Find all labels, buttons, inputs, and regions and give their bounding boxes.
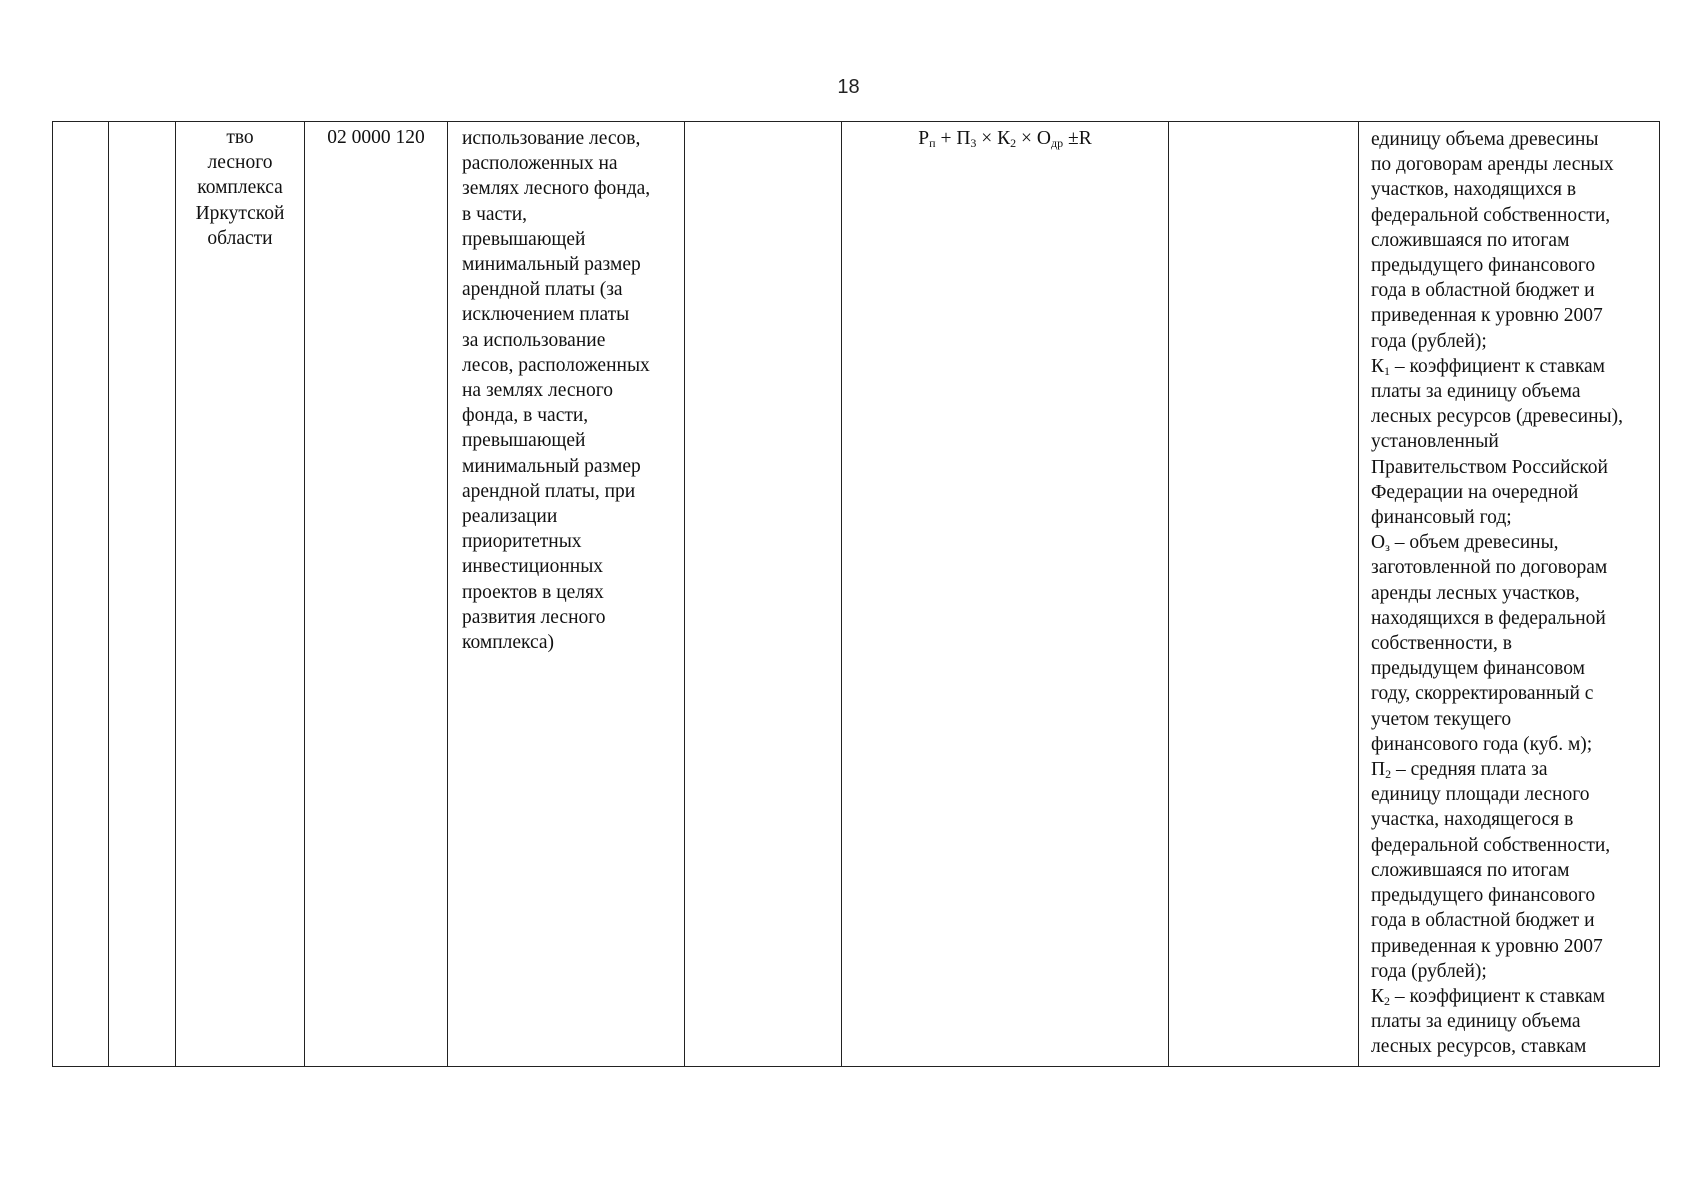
cell-line: арендной платы, при	[462, 480, 636, 502]
formula-subscript: п	[929, 136, 936, 150]
cell-line: приоритетных	[462, 531, 582, 553]
budget-code: 02 0000 120	[327, 127, 425, 148]
variable-symbol: К	[1371, 985, 1385, 1007]
line-text: федеральной собственности,	[1371, 204, 1611, 226]
cell-line: Иркутской	[195, 202, 285, 224]
cell-line	[1371, 707, 1657, 732]
variable-subscript: 2	[1384, 993, 1391, 1008]
line-text: находящихся в федеральной	[1371, 607, 1606, 629]
formula-part: П	[956, 128, 971, 149]
cell-line	[1371, 606, 1657, 631]
line-text: году, скорректированный с	[1371, 683, 1594, 705]
cell-line	[1371, 404, 1657, 429]
table-cell-description	[1358, 122, 1661, 1066]
cell-line: исключением платы	[462, 304, 630, 326]
page-number: 18	[837, 76, 860, 98]
cell-line: комплекса	[197, 177, 283, 199]
line-text: единицу объема древесины	[1371, 129, 1599, 150]
cell-line: комплекса)	[462, 632, 555, 654]
cell-line: превышающей	[462, 430, 586, 452]
cell-line: превышающей	[462, 228, 586, 250]
line-text: года в областной бюджет и	[1371, 910, 1595, 932]
cell-line: инвестиционных	[462, 556, 604, 578]
cell-line	[1371, 480, 1657, 505]
cell-line: расположенных на	[462, 153, 618, 175]
cell-line	[1371, 203, 1657, 228]
line-text: платы за единицу объема	[1371, 1011, 1581, 1033]
line-text: учетом текущего	[1371, 708, 1512, 730]
cell-line	[1371, 1034, 1657, 1059]
formula-subscript: 2	[1010, 136, 1017, 150]
line-text: предыдущем финансовом	[1371, 658, 1585, 680]
line-text: платы за единицу объема	[1371, 381, 1581, 403]
line-text: приведенная к уровню 2007	[1371, 305, 1603, 327]
cell-line	[1371, 228, 1657, 253]
table-cell-code	[304, 122, 447, 1066]
formula-subscript: др	[1051, 136, 1064, 150]
budget-table	[52, 121, 1660, 1067]
cell-line	[1371, 656, 1657, 681]
line-text: заготовленной по договорам	[1371, 557, 1608, 579]
line-text: предыдущего финансового	[1371, 885, 1596, 907]
line-text: – коэффициент к ставкам	[1390, 355, 1605, 377]
cell-line: лесов, расположенных	[462, 354, 650, 376]
cell-line	[1371, 278, 1657, 303]
table-cell-col1	[53, 122, 108, 1066]
cell-line: арендной платы (за	[462, 279, 623, 301]
cell-line	[1371, 455, 1657, 480]
cell-line	[1371, 833, 1657, 858]
formula-part: ±R	[1063, 128, 1092, 149]
cell-line	[1371, 505, 1657, 530]
table-cell-formula	[841, 122, 1168, 1066]
cell-line	[1371, 354, 1657, 379]
line-text: года в областной бюджет и	[1371, 280, 1595, 302]
variable-subscript: 1	[1384, 363, 1391, 378]
line-text: аренды лесных участков,	[1371, 582, 1580, 604]
variable-subscript: 2	[1385, 767, 1392, 782]
cell-line	[1371, 631, 1657, 656]
table-cell-col2	[108, 122, 175, 1066]
formula-part: О	[1036, 128, 1052, 149]
cell-line: развития лесного	[462, 606, 606, 628]
cell-line	[1371, 934, 1657, 959]
line-text: установленный	[1371, 431, 1499, 453]
cell-line: на землях лесного	[462, 380, 613, 402]
line-text: года (рублей);	[1371, 960, 1487, 982]
line-text: единицу площади лесного	[1371, 784, 1590, 806]
cell-line	[1371, 959, 1657, 984]
cell-line	[1371, 329, 1657, 354]
cell-line	[1371, 303, 1657, 328]
line-text: сложившаяся по итогам	[1371, 229, 1570, 251]
cell-line: фонда, в части,	[462, 405, 589, 427]
cell-line	[1371, 681, 1657, 706]
cell-line: минимальный размер	[462, 254, 641, 276]
formula-part: Р	[918, 128, 930, 149]
line-text: сложившаяся по итогам	[1371, 859, 1570, 881]
calculation-formula	[918, 128, 1091, 149]
cell-line	[1371, 581, 1657, 606]
line-text: финансовый год;	[1371, 507, 1512, 529]
cell-line	[1371, 253, 1657, 278]
line-text: собственности, в	[1371, 633, 1512, 655]
line-text: участков, находящихся в	[1371, 179, 1577, 201]
cell-line: реализации	[462, 506, 558, 528]
table-cell-revenue-name	[447, 122, 684, 1066]
cell-line	[1371, 858, 1657, 883]
line-text: Правительством Российской	[1371, 456, 1608, 478]
line-text: федеральной собственности,	[1371, 834, 1611, 856]
cell-line	[1371, 379, 1657, 404]
cell-line: минимальный размер	[462, 455, 641, 477]
table-cell-col8	[1168, 122, 1358, 1066]
cell-line: проектов в целях	[462, 581, 604, 603]
cell-line: землях лесного фонда,	[462, 178, 651, 200]
line-text: лесных ресурсов, ставкам	[1371, 1036, 1587, 1058]
line-text: Федерации на очередной	[1371, 481, 1579, 503]
formula-subscript: 3	[970, 136, 977, 150]
cell-line	[1371, 732, 1657, 757]
formula-part: ×	[1016, 128, 1037, 149]
line-text: приведенная к уровню 2007	[1371, 935, 1603, 957]
cell-line	[1371, 555, 1657, 580]
variable-subscript: з	[1385, 540, 1390, 555]
variable-symbol: О	[1371, 532, 1386, 554]
line-text: по договорам аренды лесных	[1371, 154, 1614, 176]
table-cell-administrator	[175, 122, 304, 1066]
table-cell-col6	[684, 122, 841, 1066]
cell-line	[1371, 908, 1657, 933]
cell-line	[1371, 883, 1657, 908]
line-text: – средняя плата за	[1391, 759, 1548, 781]
cell-line	[1371, 807, 1657, 832]
cell-line	[1371, 429, 1657, 454]
line-text: года (рублей);	[1371, 330, 1487, 352]
cell-line	[1371, 984, 1657, 1009]
formula-part: +	[935, 128, 957, 149]
line-text: – объем древесины,	[1389, 532, 1559, 554]
line-text: лесных ресурсов (древесины),	[1371, 406, 1624, 428]
cell-line: за использование	[462, 329, 606, 351]
line-text: финансового года (куб. м);	[1371, 733, 1593, 755]
cell-line: в части,	[462, 203, 528, 225]
formula-part: К	[997, 128, 1011, 149]
cell-line	[1371, 152, 1657, 177]
cell-line: лесного	[207, 152, 273, 174]
cell-line: использование лесов,	[462, 128, 641, 149]
formula-part: ×	[976, 128, 998, 149]
cell-line: области	[207, 227, 273, 249]
variable-symbol: П	[1371, 759, 1386, 781]
cell-line	[1371, 530, 1657, 555]
variable-symbol: К	[1371, 355, 1385, 377]
cell-line	[1371, 782, 1657, 807]
line-text: – коэффициент к ставкам	[1390, 985, 1605, 1007]
line-text: предыдущего финансового	[1371, 255, 1596, 277]
cell-line: тво	[226, 127, 254, 148]
cell-line	[1371, 177, 1657, 202]
line-text: участка, находящегося в	[1371, 809, 1574, 831]
cell-line	[1371, 1009, 1657, 1034]
cell-line	[1371, 127, 1657, 152]
cell-line	[1371, 757, 1657, 782]
